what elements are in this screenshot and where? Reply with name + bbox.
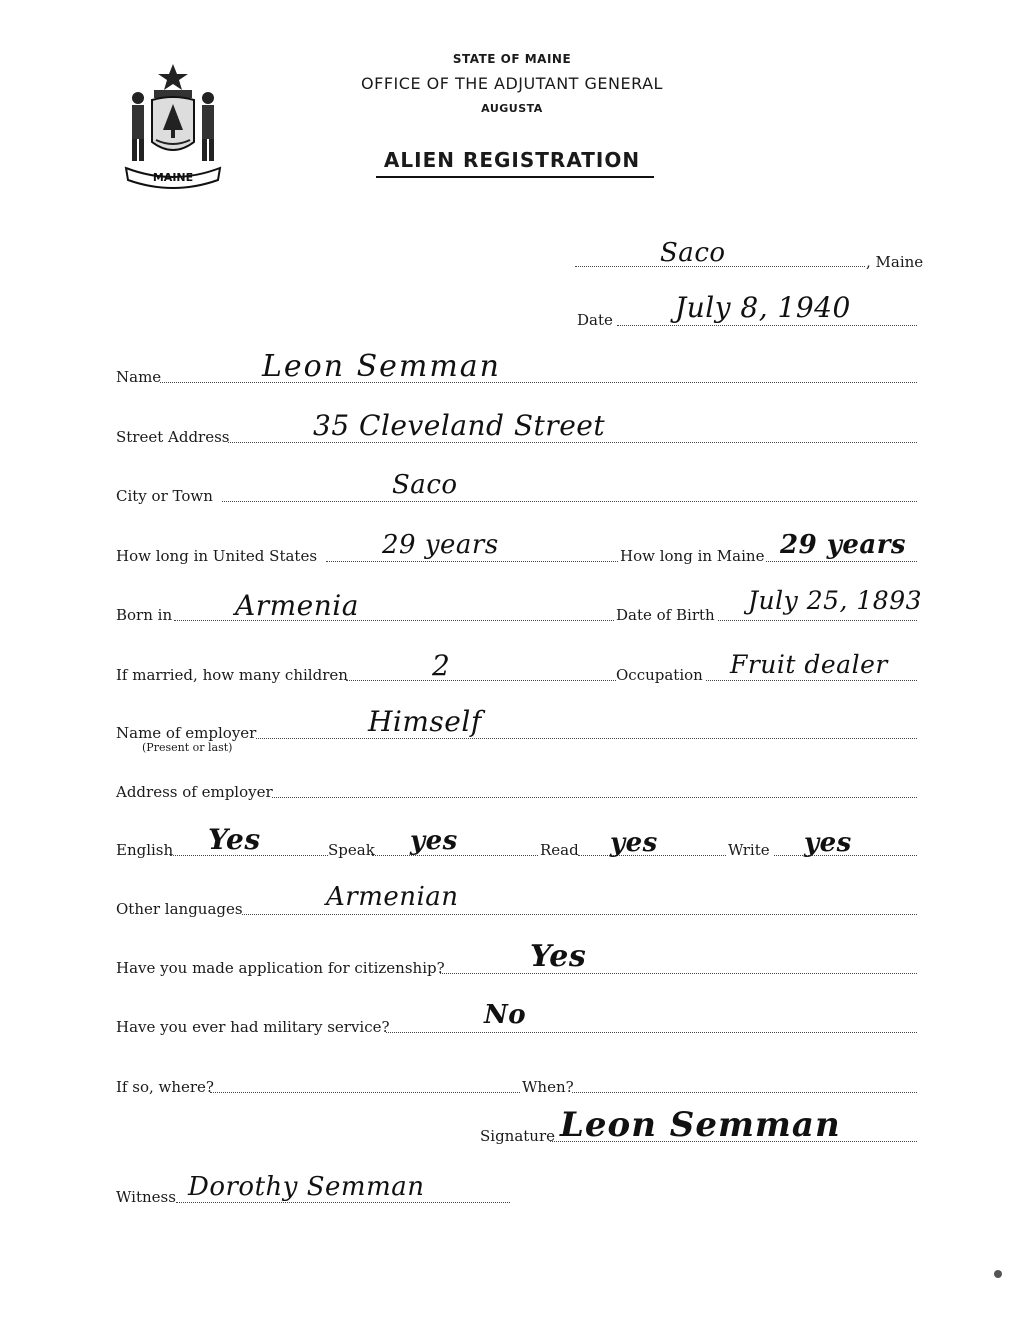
date-value: July 8, 1940 [675,291,851,324]
signature-label: Signature [480,1127,556,1145]
date-label: Date [577,311,613,329]
children-label: If married, how many children [116,666,348,684]
english-value: Yes [208,823,261,856]
employer-value: Himself [368,705,482,738]
when-label: When? [522,1078,574,1096]
location-suffix: , Maine [866,253,924,271]
dob-value: July 25, 1893 [748,586,923,615]
where-label: If so, where? [116,1078,214,1096]
write-label: Write [728,841,770,859]
title-underline [376,176,654,178]
military-label: Have you ever had military service? [116,1018,390,1036]
employer-label: Name of employer [116,724,257,742]
speak-label: Speak [328,841,375,859]
employer-address-label: Address of employer [116,783,273,801]
witness-value: Dorothy Semman [188,1172,425,1202]
occupation-label: Occupation [616,666,703,684]
military-value: No [484,1000,527,1030]
header-state: STATE OF MAINE [452,52,572,66]
english-label: English [116,841,174,859]
header-office: OFFICE OF THE ADJUTANT GENERAL [361,74,663,93]
page-title: ALIEN REGISTRATION [383,148,641,172]
children-value: 2 [432,649,451,682]
dob-label: Date of Birth [616,606,715,624]
city-value: Saco [392,470,458,500]
signature-value: Leon Semman [560,1105,841,1145]
name-value: Leon Semman [262,349,502,384]
citizenship-value: Yes [530,939,587,974]
write-value: yes [804,828,852,858]
occupation-value: Fruit dealer [730,650,888,679]
speak-value: yes [410,826,458,856]
other-languages-label: Other languages [116,900,243,918]
header-city: AUGUSTA [481,102,543,115]
read-label: Read [540,841,579,859]
scan-speck [994,1270,1002,1278]
employer-sublabel: (Present or last) [142,741,233,754]
name-label: Name [116,368,162,386]
read-value: yes [610,828,658,858]
witness-label: Witness [116,1188,176,1206]
city-label: City or Town [116,487,213,505]
street-value: 35 Cleveland Street [313,409,606,442]
street-label: Street Address [116,428,230,446]
us-years-value: 29 years [382,530,499,560]
seal-motto: MAINE [152,171,194,184]
maine-years-label: How long in Maine [620,547,765,565]
other-languages-value: Armenian [326,882,459,912]
citizenship-label: Have you made application for citizenship? [116,959,445,977]
us-years-label: How long in United States [116,547,318,565]
born-value: Armenia [235,589,359,622]
maine-years-value: 29 years [780,530,907,560]
location-value: Saco [660,238,726,268]
born-label: Born in [116,606,173,624]
